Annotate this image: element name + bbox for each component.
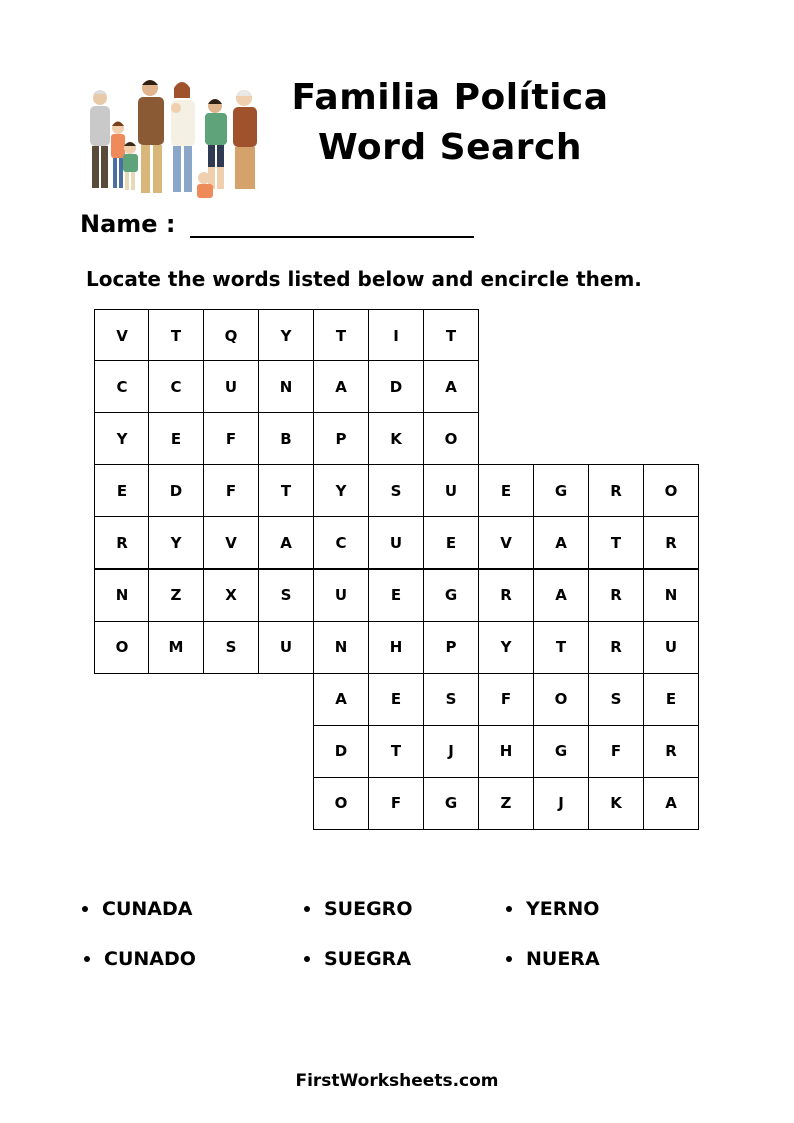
grid-cell[interactable]: O: [313, 777, 369, 830]
word-label: SUEGRO: [324, 898, 413, 920]
grid-cell[interactable]: Y: [148, 516, 204, 569]
name-label: Name :: [80, 210, 176, 238]
grid-cell[interactable]: Y: [258, 309, 314, 362]
grid-cell[interactable]: A: [313, 360, 369, 413]
grid-cell[interactable]: F: [203, 412, 259, 465]
grid-cell[interactable]: M: [148, 621, 204, 674]
bullet-icon: [82, 906, 88, 912]
grid-cell[interactable]: D: [148, 464, 204, 517]
word-list-item: [506, 948, 600, 970]
name-blank-line[interactable]: [190, 212, 474, 238]
grid-cell[interactable]: R: [478, 569, 534, 622]
grid-cell[interactable]: U: [368, 516, 424, 569]
word-label: NUERA: [526, 948, 600, 970]
grid-cell[interactable]: T: [588, 516, 644, 569]
grid-cell[interactable]: R: [643, 725, 699, 778]
grid-cell[interactable]: N: [313, 621, 369, 674]
grid-cell[interactable]: K: [588, 777, 644, 830]
grid-cell[interactable]: C: [313, 516, 369, 569]
grid-cell[interactable]: R: [643, 516, 699, 569]
grid-cell[interactable]: S: [203, 621, 259, 674]
worksheet-title-line2: Word Search: [317, 127, 583, 168]
word-list-item: [84, 948, 196, 970]
grid-cell[interactable]: E: [148, 412, 204, 465]
grid-cell[interactable]: U: [313, 569, 369, 622]
grid-cell[interactable]: Y: [94, 412, 150, 465]
grid-cell[interactable]: S: [368, 464, 424, 517]
word-label: CUNADA: [102, 898, 193, 920]
bullet-icon: [304, 906, 310, 912]
grid-cell[interactable]: G: [533, 464, 589, 517]
word-list-item: [506, 898, 599, 920]
grid-cell[interactable]: N: [258, 360, 314, 413]
grid-cell[interactable]: Y: [478, 621, 534, 674]
grid-cell[interactable]: H: [368, 621, 424, 674]
grid-cell[interactable]: P: [423, 621, 479, 674]
grid-cell[interactable]: F: [588, 725, 644, 778]
grid-cell[interactable]: O: [533, 673, 589, 726]
grid-cell[interactable]: J: [423, 725, 479, 778]
grid-cell[interactable]: A: [313, 673, 369, 726]
grid-cell[interactable]: U: [423, 464, 479, 517]
grid-cell[interactable]: T: [258, 464, 314, 517]
footer-site: FirstWorksheets.com: [295, 1071, 499, 1091]
name-field-row: [80, 210, 474, 238]
word-list-item: [304, 948, 411, 970]
word-list-item: [82, 898, 192, 920]
grid-cell[interactable]: D: [313, 725, 369, 778]
grid-cell[interactable]: V: [478, 516, 534, 569]
grid-cell[interactable]: E: [478, 464, 534, 517]
grid-cell[interactable]: T: [148, 309, 204, 362]
grid-cell[interactable]: R: [588, 464, 644, 517]
grid-cell[interactable]: O: [94, 621, 150, 674]
grid-cell[interactable]: O: [423, 412, 479, 465]
grid-cell[interactable]: B: [258, 412, 314, 465]
grid-cell[interactable]: G: [423, 777, 479, 830]
family-illustration: [78, 76, 270, 206]
grid-cell[interactable]: T: [423, 309, 479, 362]
grid-cell[interactable]: E: [94, 464, 150, 517]
grid-cell[interactable]: N: [643, 569, 699, 622]
grid-cell[interactable]: C: [148, 360, 204, 413]
grid-cell[interactable]: O: [643, 464, 699, 517]
grid-cell[interactable]: U: [203, 360, 259, 413]
grid-cell[interactable]: T: [313, 309, 369, 362]
grid-cell[interactable]: F: [478, 673, 534, 726]
grid-cell[interactable]: F: [203, 464, 259, 517]
grid-cell[interactable]: A: [533, 516, 589, 569]
bullet-icon: [506, 956, 512, 962]
grid-cell[interactable]: E: [423, 516, 479, 569]
grid-cell[interactable]: D: [368, 360, 424, 413]
grid-cell[interactable]: E: [368, 673, 424, 726]
grid-cell[interactable]: J: [533, 777, 589, 830]
instruction-text: Locate the words listed below and encircle them.: [86, 267, 642, 291]
grid-cell[interactable]: K: [368, 412, 424, 465]
grid-cell[interactable]: P: [313, 412, 369, 465]
grid-cell[interactable]: F: [368, 777, 424, 830]
grid-cell[interactable]: Y: [313, 464, 369, 517]
worksheet-title-line1: Familia Política: [291, 77, 609, 118]
grid-cell[interactable]: R: [94, 516, 150, 569]
grid-cell[interactable]: U: [258, 621, 314, 674]
grid-cell[interactable]: S: [588, 673, 644, 726]
bullet-icon: [84, 956, 90, 962]
grid-cell[interactable]: E: [643, 673, 699, 726]
grid-cell[interactable]: Z: [478, 777, 534, 830]
grid-cell[interactable]: Z: [148, 569, 204, 622]
grid-cell[interactable]: S: [423, 673, 479, 726]
word-label: CUNADO: [104, 948, 196, 970]
grid-cell[interactable]: A: [258, 516, 314, 569]
grid-cell[interactable]: V: [94, 309, 150, 362]
grid-cell[interactable]: U: [643, 621, 699, 674]
grid-cell[interactable]: I: [368, 309, 424, 362]
grid-cell[interactable]: T: [533, 621, 589, 674]
grid-cell[interactable]: G: [423, 569, 479, 622]
grid-cell[interactable]: N: [94, 569, 150, 622]
grid-cell[interactable]: E: [368, 569, 424, 622]
word-label: YERNO: [526, 898, 600, 920]
grid-cell[interactable]: C: [94, 360, 150, 413]
grid-cell[interactable]: A: [643, 777, 699, 830]
grid-cell[interactable]: Q: [203, 309, 259, 362]
word-list-item: [304, 898, 412, 920]
grid-cell[interactable]: G: [533, 725, 589, 778]
grid-cell[interactable]: V: [203, 516, 259, 569]
grid-cell[interactable]: H: [478, 725, 534, 778]
grid-cell[interactable]: T: [368, 725, 424, 778]
bullet-icon: [304, 956, 310, 962]
grid-cell[interactable]: A: [423, 360, 479, 413]
grid-cell[interactable]: R: [588, 569, 644, 622]
bullet-icon: [506, 906, 512, 912]
grid-cell[interactable]: X: [203, 569, 259, 622]
grid-cell[interactable]: A: [533, 569, 589, 622]
grid-cell[interactable]: S: [258, 569, 314, 622]
word-label: SUEGRA: [324, 948, 412, 970]
grid-cell[interactable]: R: [588, 621, 644, 674]
